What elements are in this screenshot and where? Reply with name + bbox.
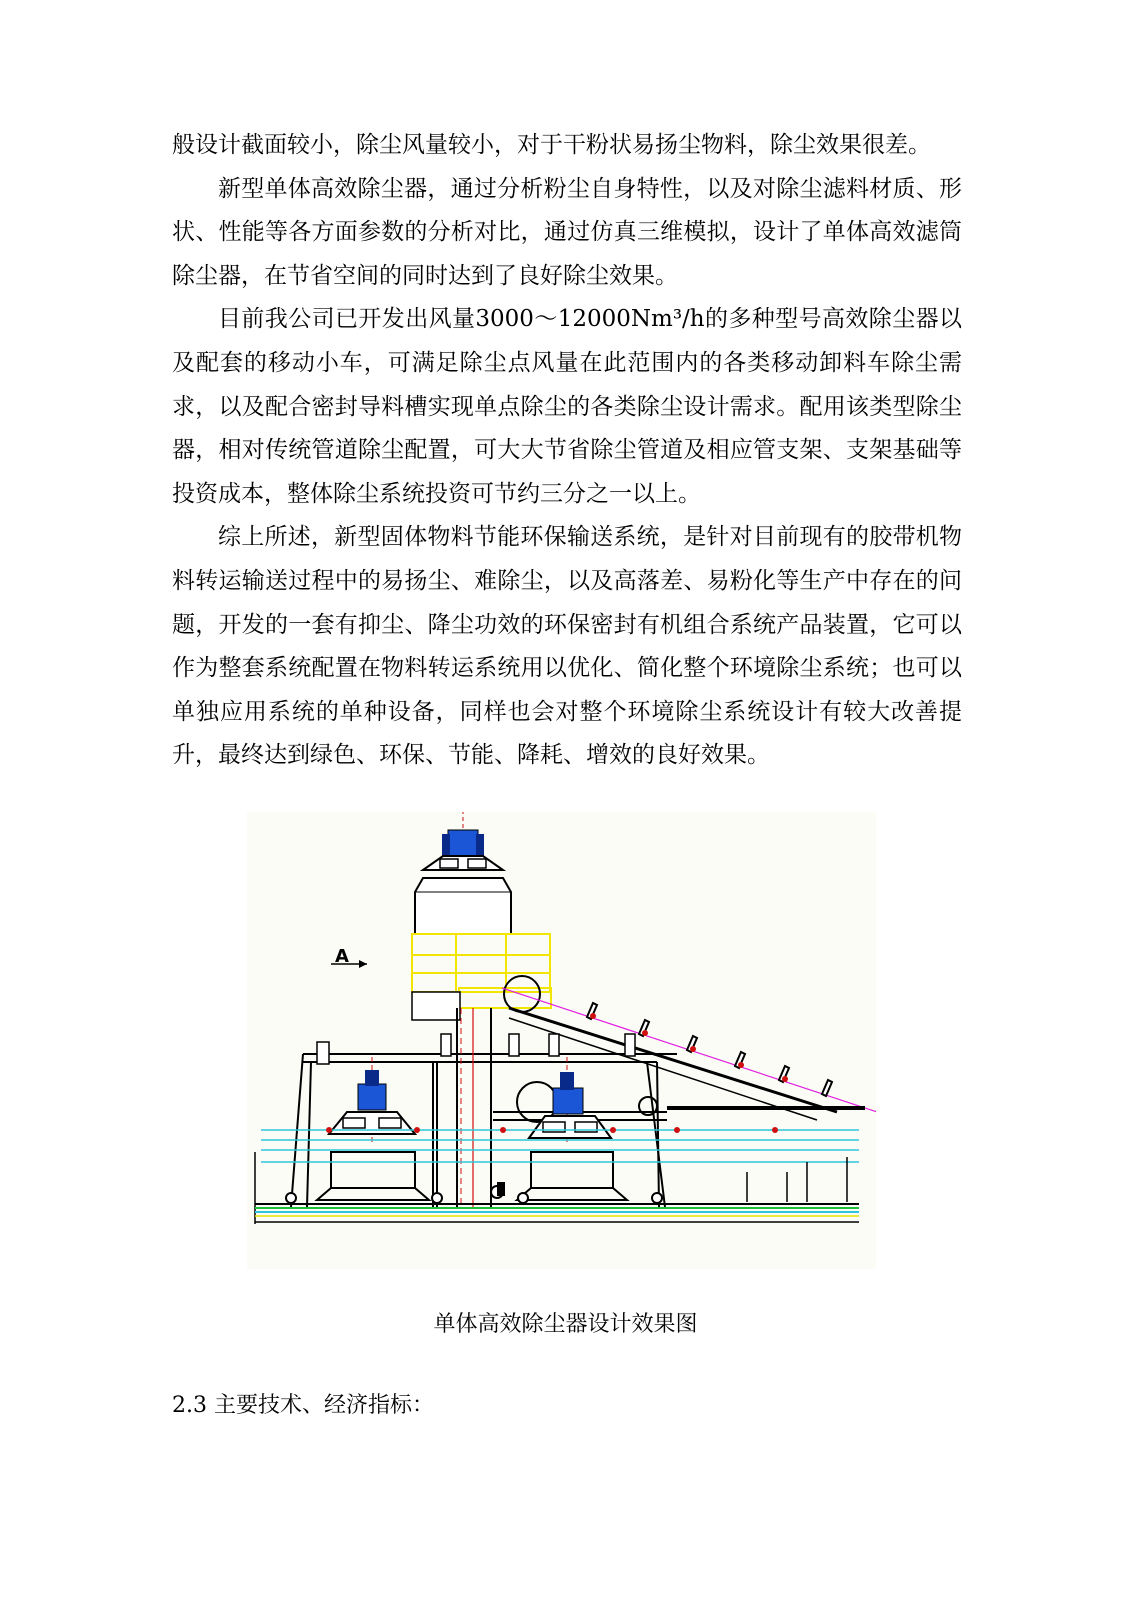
paragraph-4: 综上所述，新型固体物料节能环保输送系统，是针对目前现有的胶带机物料转运输送过程中的易扬尘、难除尘，以及高落差、易粉化等生产中存在的问题，开发的一套有抑尘、降尘功效的环保密封有机组合系统产品装置，它可以作为整套系统配置在物料转运系统用以优化、简化整个环境除尘系统；也可以单独应用系统的单种设备，同样也会对整个环境除尘系统设计有较大改善提升，最终达到绿色、环保、节能、降耗、增效的良好效果。	[172, 524, 962, 769]
paragraph-2: 新型单体高效除尘器，通过分析粉尘自身特性，以及对除尘滤料材质、形状、性能等各方面参数的分析对比，通过仿真三维模拟，设计了单体高效滤筒除尘器，在节省空间的同时达到了良好除尘效果。	[172, 175, 962, 289]
paragraph-1: 般设计截面较小，除尘风量较小，对于干粉状易扬尘物料，除尘效果很差。	[172, 132, 931, 158]
figure-caption: 单体高效除尘器设计效果图	[433, 1312, 698, 1337]
body-text	[172, 124, 962, 778]
section-heading: 2.3 主要技术、经济指标：	[172, 1393, 434, 1418]
dust-collector-drawing	[247, 812, 876, 1269]
view-label-a: A	[335, 946, 349, 967]
paragraph-3: 目前我公司已开发出风量3000～12000Nm³/h的多种型号高效除尘器以及配套的移动小车，可满足除尘点风量在此范围内的各类移动卸料车除尘需求，以及配合密封导料槽实现单点除尘的各类除尘设计需求。配用该类型除尘器，相对传统管道除尘配置，可大大节省除尘管道及相应管支架、支架基础等投资成本，整体除尘系统投资可节约三分之一以上。	[172, 306, 962, 507]
